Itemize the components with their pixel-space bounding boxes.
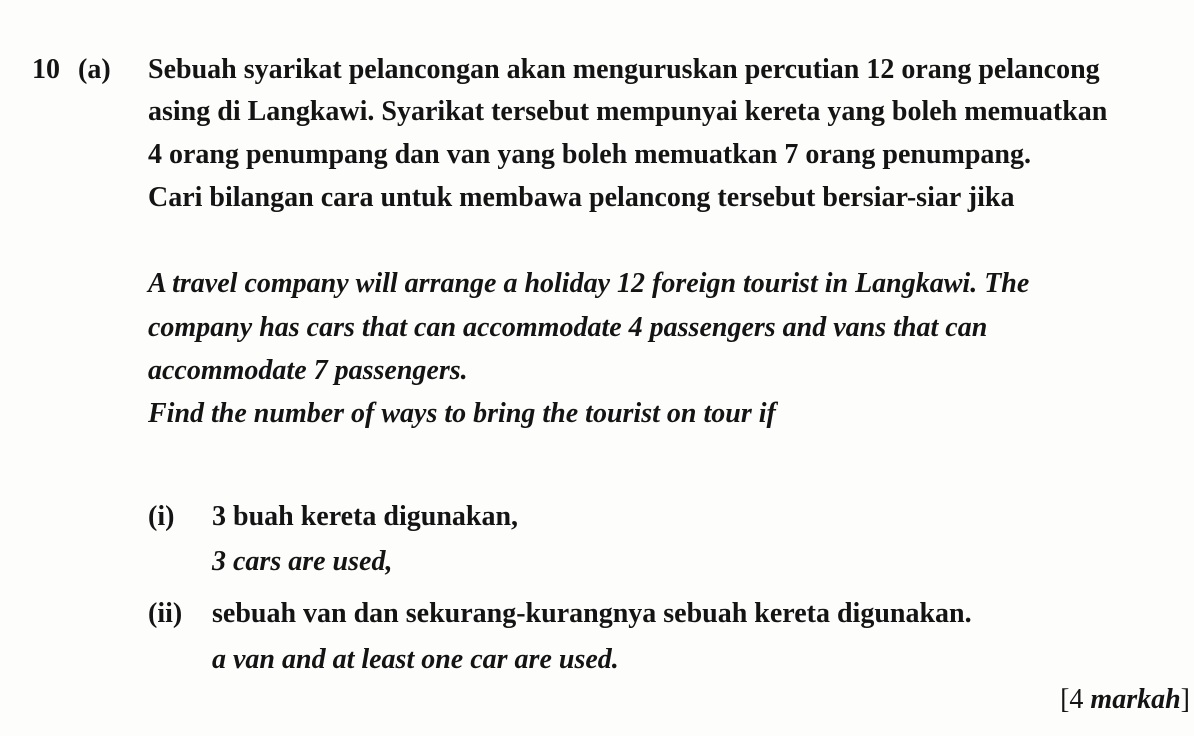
malay-line-2: asing di Langkawi. Syarikat tersebut mempunyai kereta yang boleh memuatkan <box>148 96 1108 127</box>
marks-label: [4 markah] <box>1060 684 1190 715</box>
malay-line-3: 4 orang penumpang dan van yang boleh memuatkan 7 orang penumpang. <box>148 139 1031 170</box>
malay-line-4: Cari bilangan cara untuk membawa pelancong tersebut bersiar-siar jika <box>148 182 1015 213</box>
subpart-ii-malay: sebuah van dan sekurang-kurangnya sebuah kereta digunakan. <box>212 598 972 629</box>
subpart-ii-english: a van and at least one car are used. <box>212 644 619 675</box>
english-line-2: company has cars that can accommodate 4 passengers and vans that can <box>148 312 988 343</box>
question-part: (a) <box>78 54 111 85</box>
english-line-1: A travel company will arrange a holiday 12 foreign tourist in Langkawi. The <box>148 268 1030 299</box>
marks-word: markah <box>1090 684 1181 715</box>
subpart-ii-label: (ii) <box>148 598 183 629</box>
subpart-i-label: (i) <box>148 501 175 532</box>
english-line-4: Find the number of ways to bring the tourist on tour if <box>148 398 776 429</box>
question-number: 10 <box>32 54 60 85</box>
marks-number: 4 <box>1069 684 1084 715</box>
malay-line-1: Sebuah syarikat pelancongan akan menguruskan percutian 12 orang pelancong <box>148 54 1100 85</box>
subpart-i-english: 3 cars are used, <box>212 546 393 577</box>
english-line-3: accommodate 7 passengers. <box>148 355 468 386</box>
subpart-i-malay: 3 buah kereta digunakan, <box>212 501 519 532</box>
